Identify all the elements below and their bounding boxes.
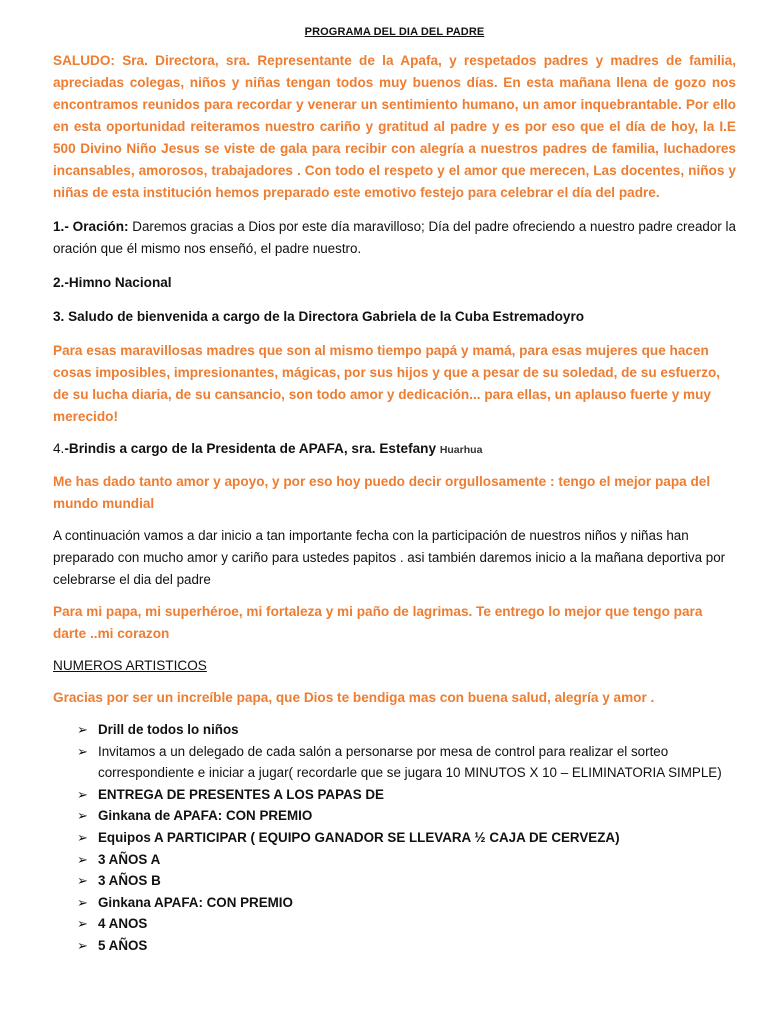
oracion-label: 1.- Oración: bbox=[53, 219, 129, 234]
arrow-bullet-icon: ➢ bbox=[77, 786, 88, 802]
arrow-bullet-icon: ➢ bbox=[77, 894, 88, 910]
brindis-heading bbox=[53, 438, 736, 461]
list-item-text: ENTREGA DE PRESENTES A LOS PAPAS DE bbox=[98, 786, 384, 802]
list-item-text: 4 ANOS bbox=[98, 916, 148, 932]
list-item bbox=[53, 784, 736, 806]
document-title: PROGRAMA DEL DIA DEL PADRE bbox=[304, 26, 485, 38]
brindis-number: 4. bbox=[53, 441, 65, 456]
saludo-paragraph: SALUDO: Sra. Directora, sra. Representante de la Apafa, y respetados padres y madres de familia, apreciadas colegas, niños y niñas tengan todos muy buenos días. En esta mañana llena de gozo nos encontramos reunidos para recordar y venerar un sentimiento humano, un amor inquebrantable. Por ello en esta oportunidad reiteramos nuestro cariño y gratitud al padre y es por eso que el día de hoy, la I.E 500 Divino Niño Jesus se viste de gala para recibir con alegría a nuestros padres de familia, luchadores incansables, amorosos, trabajadores . Con todo el respeto y el amor que merecen, Las docentes, niños y niñas de esta institución hemos preparado este emotivo festejo para celebrar el día del padre. bbox=[53, 53, 736, 200]
arrow-bullet-icon: ➢ bbox=[77, 743, 88, 759]
list-item bbox=[53, 913, 736, 935]
arrow-bullet-icon: ➢ bbox=[77, 722, 88, 737]
arrow-bullet-icon: ➢ bbox=[77, 937, 88, 953]
oracion-text: Daremos gracias a Dios por este día maravilloso; Día del padre ofreciendo a nuestro padre creador la oración que él mismo nos enseñó, el padre nuestro. bbox=[53, 219, 736, 256]
list-item bbox=[53, 849, 736, 871]
list-item-text: 3 AÑOS B bbox=[98, 873, 161, 889]
continuacion-paragraph: A continuación vamos a dar inicio a tan importante fecha con la participación de nuestros niños y niñas han preparado con mucho amor y cariño para ustedes papitos . asi también daremos inicio a la mañana deportiva por celebrarse el dia del padre bbox=[53, 528, 726, 587]
brindis-text: -Brindis a cargo de la Presidenta de APAFA, sra. Estefany bbox=[64, 441, 440, 456]
list-item bbox=[53, 741, 736, 784]
list-item-text: 5 AÑOS bbox=[98, 937, 148, 953]
list-item bbox=[53, 805, 736, 827]
list-item bbox=[53, 719, 736, 741]
arrow-bullet-icon: ➢ bbox=[77, 851, 88, 867]
arrow-bullet-icon: ➢ bbox=[77, 873, 88, 889]
madres-paragraph: Para esas maravillosas madres que son al mismo tiempo papá y mamá, para esas mujeres que hacen cosas imposibles, impresionantes, mágicas, por sus hijos y que a pesar de su soledad, de su esfuerzo, de su lucha diaria, de su cansancio, son todo amor y dedicación... para ellas, un aplauso fuerte y muy merecido! bbox=[53, 343, 721, 424]
list-item-text: Ginkana APAFA: CON PREMIO bbox=[98, 894, 293, 910]
brindis-small-name: Huarhua bbox=[439, 444, 483, 456]
list-item-text: Equipos A PARTICIPAR ( EQUIPO GANADOR SE LLEVARA ½ CAJA DE CERVEZA) bbox=[98, 829, 620, 845]
list-item bbox=[53, 892, 736, 914]
list-item bbox=[53, 870, 736, 892]
arrow-bullet-icon: ➢ bbox=[77, 916, 88, 932]
superheroe-paragraph: Para mi papa, mi superhéroe, mi fortaleza y mi paño de lagrimas. Te entrego lo mejor que tengo para darte ..mi corazon bbox=[53, 604, 703, 641]
arrow-bullet-icon: ➢ bbox=[77, 808, 88, 824]
list-item bbox=[53, 935, 736, 957]
list-item bbox=[53, 827, 736, 849]
oracion-paragraph bbox=[53, 216, 736, 260]
list-item-text: Invitamos a un delegado de cada salón a personarse por mesa de control para realizar el sorteo correspondiente e iniciar a jugar( recordarle que se jugara 10 MINUTOS X 10 – ELIMINATORIA SIMPLE) bbox=[98, 743, 722, 781]
list-item-text: Ginkana de APAFA: CON PREMIO bbox=[98, 808, 313, 824]
numeros-heading: NUMEROS ARTISTICOS bbox=[53, 658, 207, 673]
arrow-bullet-icon: ➢ bbox=[77, 829, 88, 845]
gracias-paragraph: Gracias por ser un increíble papa, que Dios te bendiga mas con buena salud, alegría y amor . bbox=[53, 690, 655, 705]
program-list bbox=[53, 719, 736, 957]
mundial-paragraph: Me has dado tanto amor y apoyo, y por eso hoy puedo decir orgullosamente : tengo el mejor papa del mundo mundial bbox=[53, 474, 711, 511]
list-item-text: 3 AÑOS A bbox=[98, 851, 161, 867]
list-item-text: Drill de todos lo niños bbox=[98, 722, 239, 737]
bienvenida-heading: 3. Saludo de bienvenida a cargo de la Directora Gabriela de la Cuba Estremadoyro bbox=[53, 309, 585, 324]
himno-heading: 2.-Himno Nacional bbox=[53, 275, 172, 290]
